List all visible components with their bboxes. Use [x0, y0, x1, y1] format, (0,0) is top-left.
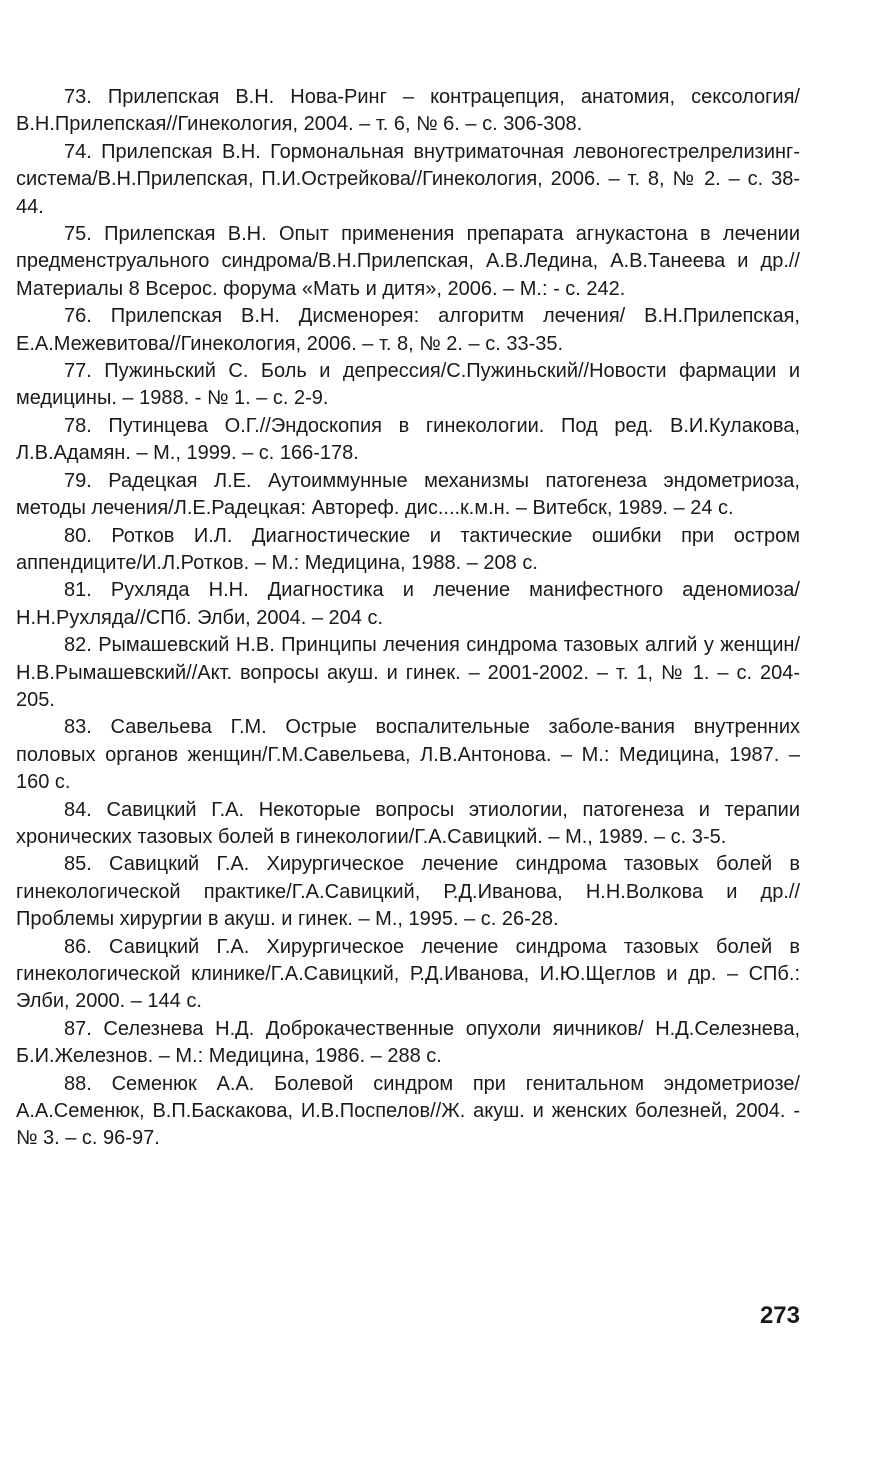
reference-item-75: 75. Прилепская В.Н. Опыт применения препарата агнукастона в лечении предменструального синдрома/В.Н.Прилепская, А.В.Ледина, А.В.Танеева и др.//Материалы 8 Всерос. форума «Мать и дитя», 2006. – М.: - с. 242. [16, 223, 800, 300]
reference-item-86: 86. Савицкий Г.А. Хирургическое лечение синдрома тазовых болей в гинекологической клинике/Г.А.Савицкий, Р.Д.Иванова, И.Ю.Щеглов и др. – СПб.: Элби, 2000. – 144 с. [16, 935, 800, 1013]
reference-item-87: 87. Селезнева Н.Д. Доброкачественные опухоли яичников/ Н.Д.Селезнева, Б.И.Железнов. – М.: Медицина, 1986. – 288 с. [16, 1017, 800, 1068]
reference-item-79: 79. Радецкая Л.Е. Аутоиммунные механизмы патогенеза эндометриоза, методы лечения/Л.Е.Радецкая: Автореф. дис....к.м.н. – Витебск, 1989. – 24 с. [16, 469, 800, 520]
reference-item-73: 73. Прилепская В.Н. Нова-Ринг – контрацепция, анатомия, сексология/В.Н.Прилепская//Гинекология, 2004. – т. 6, № 6. – с. 306-308. [16, 86, 800, 136]
reference-item-85: 85. Савицкий Г.А. Хирургическое лечение синдрома тазовых болей в гинекологической практике/Г.А.Савицкий, Р.Д.Иванова, Н.Н.Волкова и др.//Проблемы хирургии в акуш. и гинек. – М., 1995. – с. 26-28. [16, 853, 800, 931]
reference-item-78: 78. Путинцева О.Г.//Эндоскопия в гинекологии. Под ред. В.И.Кулакова, Л.В.Адамян. – М., 1999. – с. 166-178. [16, 414, 800, 465]
reference-item-81: 81. Рухляда Н.Н. Диагностика и лечение манифестного аденомиоза/Н.Н.Рухляда//СПб. Элби, 2004. – 204 с. [16, 579, 800, 629]
reference-item-83: 83. Савельева Г.М. Острые воспалительные заболе-вания внутренних половых органов женщин/Г.М.Савельева, Л.В.Антонова. – М.: Медицина, 1987. – 160 с. [16, 716, 800, 794]
reference-item-88: 88. Семенюк А.А. Болевой синдром при генитальном эндометриозе/ А.А.Семенюк, В.П.Баскакова, И.В.Поспелов//Ж. акуш. и женских болезней, 2004. - № 3. – с. 96-97. [16, 1072, 800, 1150]
reference-item-76: 76. Прилепская В.Н. Дисменорея: алгоритм лечения/ В.Н.Прилепская, Е.А.Межевитова//Гинекология, 2006. – т. 8, № 2. – с. 33-35. [16, 305, 800, 355]
reference-item-84: 84. Савицкий Г.А. Некоторые вопросы этиологии, патогенеза и терапии хронических тазовых болей в гинекологии/Г.А.Савицкий. – М., 1989. – с. 3-5. [16, 798, 800, 848]
reference-list [16, 84, 800, 1153]
reference-item-82: 82. Рымашевский Н.В. Принципы лечения синдрома тазовых алгий у женщин/Н.В.Рымашевский//Акт. вопросы акуш. и гинек. – 2001-2002. – т. 1, № 1. – с. 204-205. [16, 634, 800, 711]
reference-item-77: 77. Пужиньский С. Боль и депрессия/С.Пужиньский//Новости фармации и медицины. – 1988. - № 1. – с. 2-9. [16, 360, 800, 410]
reference-item-80: 80. Ротков И.Л. Диагностические и тактические ошибки при остром аппендиците/И.Л.Ротков. – М.: Медицина, 1988. – 208 с. [16, 524, 800, 574]
reference-item-74: 74. Прилепская В.Н. Гормональная внутриматочная левоногестрелрелизинг-система/В.Н.Прилепская, П.И.Острейкова//Гинекология, 2006. – т. 8, № 2. – с. 38-44. [16, 140, 800, 218]
page-number: 273 [759, 1302, 800, 1329]
